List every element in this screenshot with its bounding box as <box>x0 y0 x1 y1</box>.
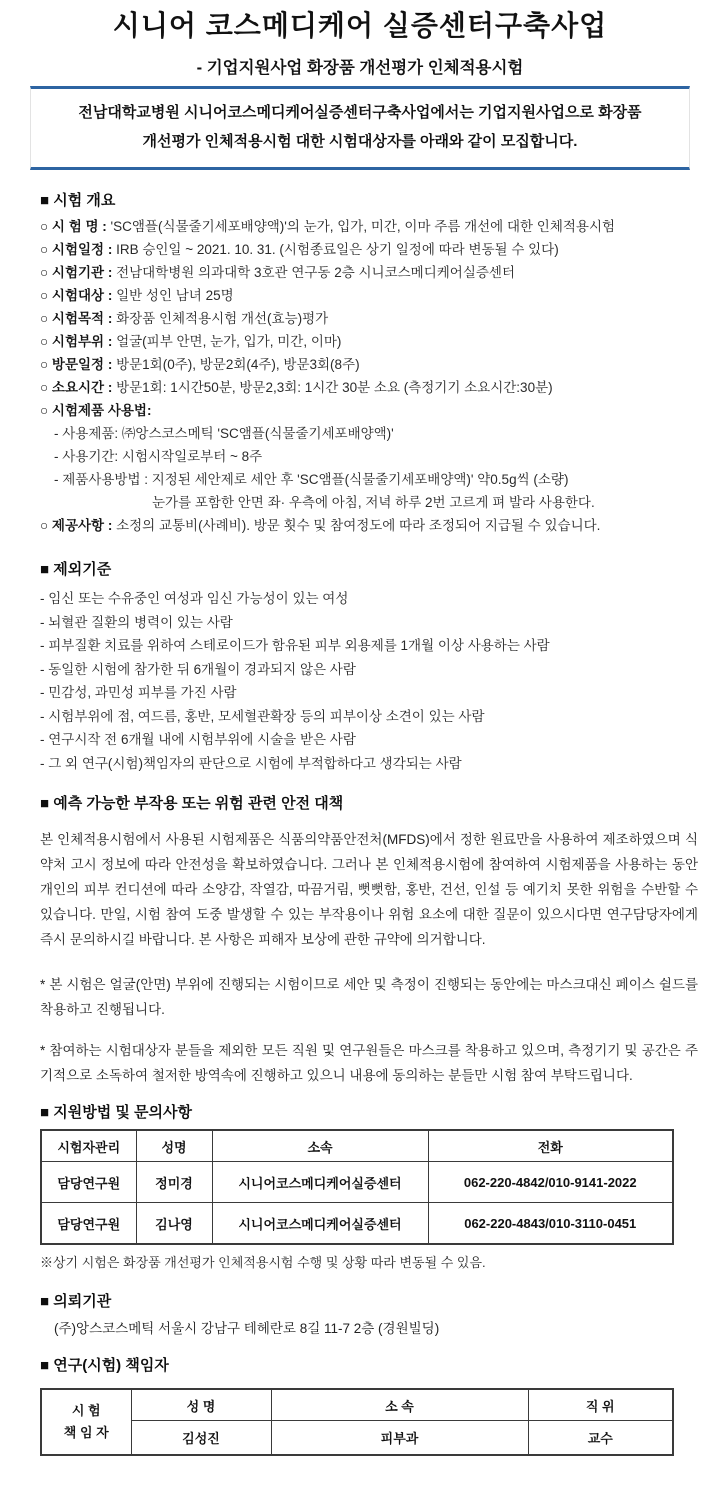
table-cell: 김성진 <box>131 1421 271 1456</box>
contact-table <box>40 1129 674 1245</box>
exclusions-list <box>40 587 698 775</box>
section-contact <box>40 1104 698 1271</box>
overview-sub-item-wrapped: 눈가를 포함한 안면 좌· 우측에 아침, 저녁 하루 2번 고르게 펴 발라 사용한다. <box>152 495 595 510</box>
section-exclusions <box>40 561 698 775</box>
intro-line: 전남대학교병원 시니어코스메디케어실증센터구축사업에서는 기업지원사업으로 화장품 <box>78 104 642 121</box>
safety-heading: ■ 예측 가능한 부작용 또는 위험 관련 안전 대책 <box>40 795 344 812</box>
table-cell: 062-220-4842/010-9141-2022 <box>428 1162 673 1203</box>
overview-item: ○ 시험대상 : 일반 성인 남녀 25명 <box>40 288 234 303</box>
table-header-cell: 성명 <box>136 1130 212 1162</box>
table-header-cell: 소 속 <box>271 1389 528 1421</box>
intro-box <box>30 86 690 170</box>
table-cell: 담당연구원 <box>41 1162 136 1203</box>
contact-table-row <box>41 1162 673 1203</box>
exclusions-heading: ■ 제외기준 <box>40 561 112 578</box>
sponsor-heading: ■ 의뢰기관 <box>40 1293 112 1310</box>
overview-list <box>40 215 698 537</box>
table-cell: 시니어코스메디케어실증센터 <box>212 1162 428 1203</box>
table-cell: 062-220-4843/010-3110-0451 <box>428 1203 673 1245</box>
page-title: 시니어 코스메디케어 실증센터구축사업 <box>112 10 608 41</box>
pi-table <box>40 1388 674 1456</box>
overview-item: ○ 시험부위 : 얼굴(피부 안면, 눈가, 입가, 미간, 이마) <box>40 334 342 349</box>
pi-table-header-row <box>41 1389 673 1421</box>
section-pi <box>40 1357 698 1456</box>
overview-item: ○ 소요시간 : 방문1회: 1시간50분, 방문2,3회: 1시간 30분 소요 (측정기기 소요시간:30분) <box>40 380 553 395</box>
table-header-cell: 소속 <box>212 1130 428 1162</box>
section-sponsor <box>40 1293 698 1337</box>
overview-sub-item: - 제품사용방법 : 지정된 세안제로 세안 후 'SC앰플(식물줄기세포배양액)' 약0.5g씩 (소량) <box>54 472 569 487</box>
table-header-cell: 직 위 <box>528 1389 673 1421</box>
table-header-cell: 성 명 <box>131 1389 271 1421</box>
exclusion-item: - 연구시작 전 6개월 내에 시험부위에 시술을 받은 사람 <box>40 732 356 747</box>
exclusion-item: - 시험부위에 점, 여드름, 홍반, 모세혈관확장 등의 피부이상 소견이 있는 사람 <box>40 708 485 724</box>
overview-heading: ■ 시험 개요 <box>40 192 116 209</box>
table-cell: 담당연구원 <box>41 1203 136 1245</box>
overview-item: ○ 시험일정 : IRB 승인일 ~ 2021. 10. 31. (시험종료일은 상기 일정에 따라 변동될 수 있다) <box>40 242 559 257</box>
exclusion-item: - 동일한 시험에 참가한 뒤 6개월이 경과되지 않은 사람 <box>40 661 356 677</box>
section-overview <box>40 192 698 537</box>
contact-note: ※상기 시험은 화장품 개선평가 인체적용시험 수행 및 상황 따라 변동될 수 있음. <box>40 1255 486 1270</box>
exclusion-item: - 그 외 연구(시험)책임자의 판단으로 시험에 부적합하다고 생각되는 사람 <box>40 755 462 771</box>
table-cell: 피부과 <box>271 1421 528 1456</box>
safety-paragraph: 본 인체적용시험에서 사용된 시험제품은 식품의약품안전처(MFDS)에서 정한 원료만을 사용하여 제조하였으며 식약처 고시 정보에 따라 안전성을 확보하였습니다. 그러나 본 인체적용시험에 참여하여 시험제품을 사용하는 동안 개인의 피부 컨디션에 따라 소양감, 작열감, 따끔거림, 뻣뻣함, 홍반, 건선, 인설 등 예기치 못한 위험을 수반할 수 있습니다. 만일, 시험 참여 도중 발생할 수 있는 부작용이나 위험 요소에 대한 질문이 있으시다면 연구담당자에게 즉시 문의하시길 바랍니다. 본 사항은 피해자 보상에 관한 규약에 의거합니다. <box>40 832 698 947</box>
table-header-cell: 전화 <box>428 1130 673 1162</box>
sponsor-address: (주)앙스코스메틱 서울시 강남구 테헤란로 8길 11-7 2층 (경원빌딩) <box>54 1321 440 1336</box>
section-safety <box>40 795 698 1088</box>
overview-item: ○ 방문일정 : 방문1회(0주), 방문2회(4주), 방문3회(8주) <box>40 357 360 372</box>
overview-item: ○ 시험목적 : 화장품 인체적용시험 개선(효능)평가 <box>40 311 329 326</box>
contact-table-row <box>41 1203 673 1245</box>
exclusion-item: - 민감성, 과민성 피부를 가진 사람 <box>40 685 237 700</box>
table-cell: 정미경 <box>136 1162 212 1203</box>
table-cell: 시니어코스메디케어실증센터 <box>212 1203 428 1245</box>
page-subtitle: - 기업지원사업 화장품 개선평가 인체적용시험 <box>196 59 524 77</box>
overview-item: ○ 제공사항 : 소정의 교통비(사례비). 방문 횟수 및 참여정도에 따라 조정되어 지급될 수 있습니다. <box>40 518 601 533</box>
contact-table-header-row <box>41 1130 673 1162</box>
pi-merged-cell: 시 험 책 임 자 <box>41 1389 131 1455</box>
exclusion-item: - 피부질환 치료를 위하여 스테로이드가 함유된 피부 외용제를 1개월 이상 사용하는 사람 <box>40 638 550 653</box>
overview-item: ○ 시험제품 사용법: <box>40 403 152 418</box>
overview-item: ○ 시험기관 : 전남대학병원 의과대학 3호관 연구동 2층 시니코스메디케어실증센터 <box>40 265 515 280</box>
overview-sub-item: - 사용제품: ㈜앙스코스메틱 'SC앰플(식물줄기세포배양액)' <box>54 426 394 441</box>
overview-item: ○ 시 험 명 : 'SC앰플(식물줄기세포배양액)'의 눈가, 입가, 미간, 이마 주름 개선에 대한 인체적용시험 <box>40 219 616 234</box>
exclusion-item: - 뇌혈관 질환의 병력이 있는 사람 <box>40 614 233 630</box>
exclusion-item: - 임신 또는 수유중인 여성과 임신 가능성이 있는 여성 <box>40 591 349 606</box>
table-cell: 교수 <box>528 1421 673 1456</box>
pi-heading: ■ 연구(시험) 책임자 <box>40 1357 169 1374</box>
intro-line: 개선평가 인체적용시험 대한 시험대상자를 아래와 같이 모집합니다. <box>142 133 578 150</box>
table-header-cell: 시험자관리 <box>41 1130 136 1162</box>
contact-heading: ■ 지원방법 및 문의사항 <box>40 1104 192 1121</box>
safety-note-1: * 본 시험은 얼굴(안면) 부위에 진행되는 시험이므로 세안 및 측정이 진행되는 동안에는 마스크대신 페이스 쉴드를 착용하고 진행됩니다. <box>40 977 698 1017</box>
pi-table-row <box>41 1421 673 1456</box>
safety-note-2: * 참여하는 시험대상자 분들을 제외한 모든 직원 및 연구원들은 마스크를 착용하고 있으며, 측정기기 및 공간은 주기적으로 소독하여 철저한 방역속에 진행하고 있으니 내용에 동의하는 분들만 시험 참여 부탁드립니다. <box>40 1043 698 1083</box>
table-cell: 김나영 <box>136 1203 212 1245</box>
overview-sub-item: - 사용기간: 시험시작일로부터 ~ 8주 <box>54 449 263 464</box>
